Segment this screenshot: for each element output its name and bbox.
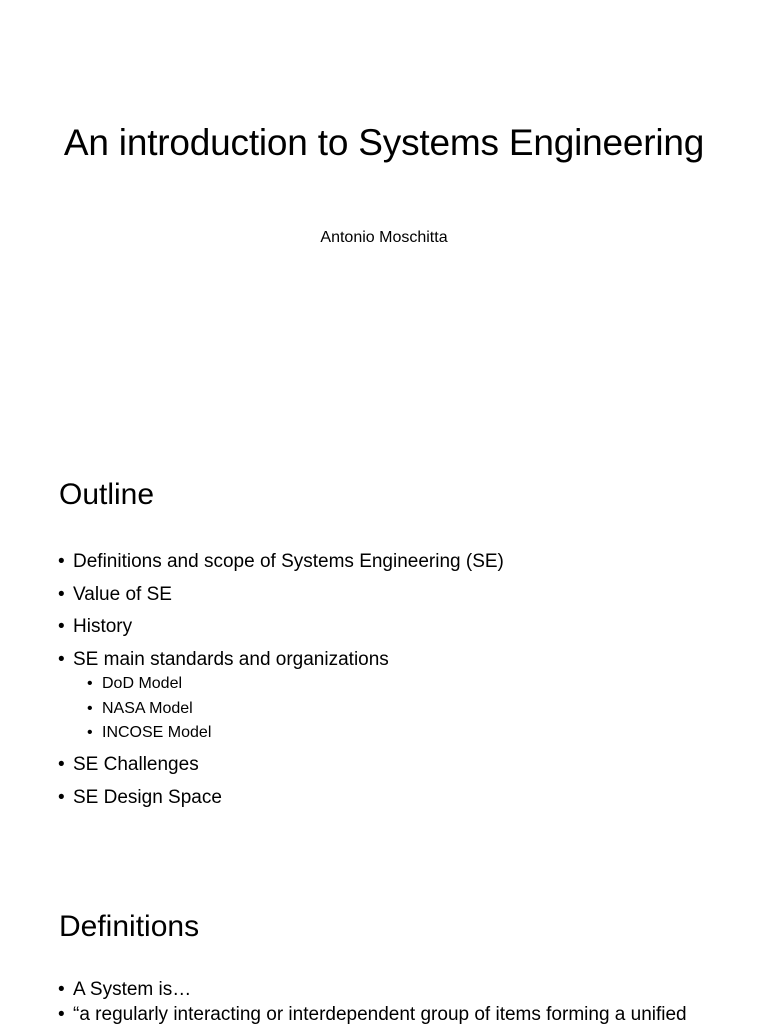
sub-list-item [87, 697, 504, 722]
bullet-icon: • [87, 724, 93, 742]
outline-list [58, 546, 504, 814]
bullet-icon: • [58, 754, 65, 776]
outline-item-label: Definitions and scope of Systems Engineering (SE) [73, 551, 504, 572]
list-item [58, 579, 504, 612]
definition-item-label: “a regularly interacting or interdependent group of items forming a unified [73, 1004, 687, 1024]
bullet-icon: • [58, 648, 65, 670]
outline-slide [0, 432, 768, 864]
list-item [58, 546, 504, 579]
bullet-icon: • [58, 551, 65, 572]
bullet-icon: • [58, 1004, 65, 1024]
definition-item-label: A System is… [73, 979, 192, 1000]
presentation-title: An introduction to Systems Engineering [63, 122, 705, 163]
sub-list-container [58, 672, 504, 746]
bullet-icon: • [87, 699, 93, 717]
author-name: Antonio Moschitta [320, 229, 448, 246]
bullet-icon: • [58, 583, 65, 605]
sub-list-item [87, 672, 504, 697]
standards-sub-list [58, 672, 504, 746]
outline-item-label: SE Design Space [73, 786, 222, 808]
bullet-icon: • [87, 675, 93, 692]
list-item [58, 611, 504, 644]
definitions-heading: Definitions [59, 910, 200, 943]
sub-item-label: INCOSE Model [102, 724, 212, 742]
sub-list-item [87, 721, 504, 746]
list-item [58, 782, 504, 815]
sub-item-label: DoD Model [102, 675, 183, 692]
title-slide [0, 0, 768, 432]
definitions-list [58, 976, 687, 1024]
definitions-slide [0, 864, 768, 1024]
outline-item-label: SE Challenges [73, 754, 199, 776]
outline-heading: Outline [59, 478, 155, 511]
list-item [58, 749, 504, 782]
outline-item-label: History [73, 616, 133, 637]
outline-item-label: Value of SE [73, 583, 172, 605]
bullet-icon: • [58, 616, 65, 637]
sub-item-label: NASA Model [102, 699, 193, 717]
list-item [58, 976, 687, 1001]
outline-item-label: SE main standards and organizations [73, 648, 389, 670]
bullet-icon: • [58, 786, 65, 808]
list-item [58, 1001, 687, 1024]
bullet-icon: • [58, 979, 65, 1000]
